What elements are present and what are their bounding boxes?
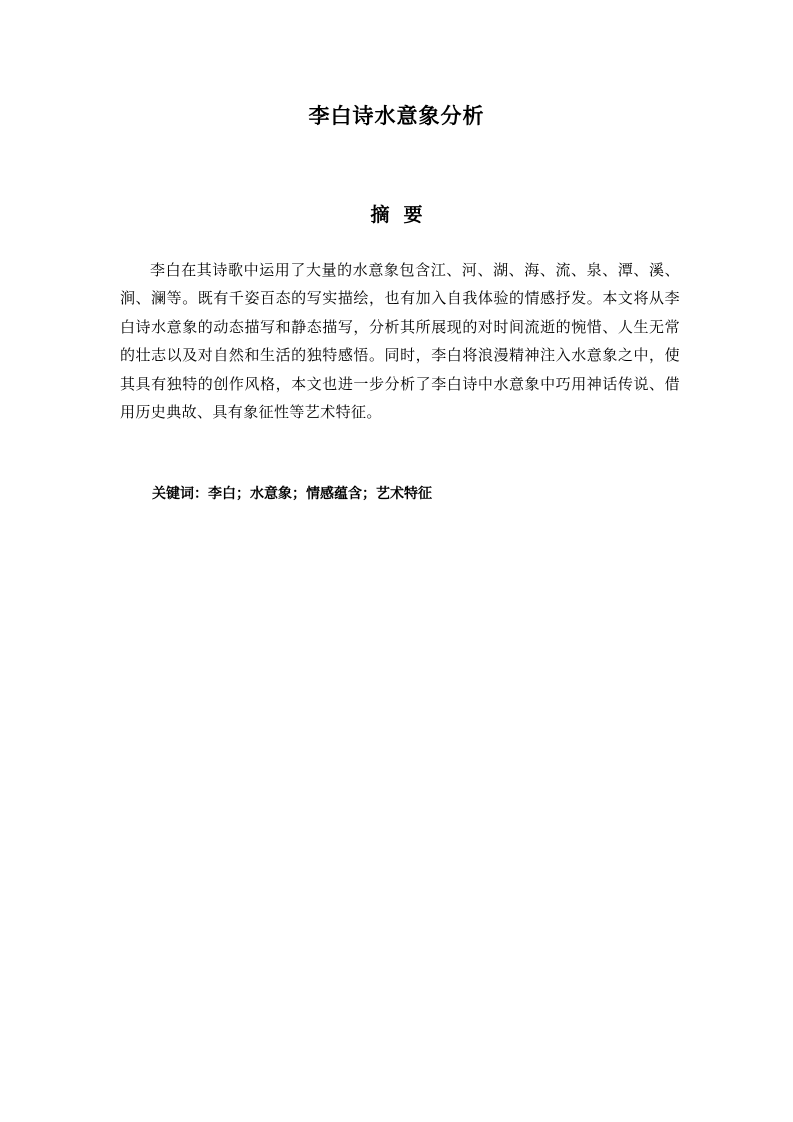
abstract-heading: 摘要 [370,204,437,226]
document-title: 李白诗水意象分析 [308,104,485,128]
keywords-line: 关键词：李白；水意象；情感蕴含；艺术特征 [152,486,432,502]
abstract-paragraph: 李白在其诗歌中运用了大量的水意象包含江、河、湖、海、流、泉、潭、溪、涧、澜等。既有千姿百态的写实描绘，也有加入自我体验的情感抒发。本文将从李白诗水意象的动态描写和静态描写，分析其所展现的对时间流逝的惋惜、人生无常的壮志以及对自然和生活的独特感悟。同时，李白将浪漫精神注入水意象之中，使其具有独特的创作风格，本文也进一步分析了李白诗中水意象中巧用神话传说、借用历史典故、具有象征性等艺术特征。 [120,261,680,422]
